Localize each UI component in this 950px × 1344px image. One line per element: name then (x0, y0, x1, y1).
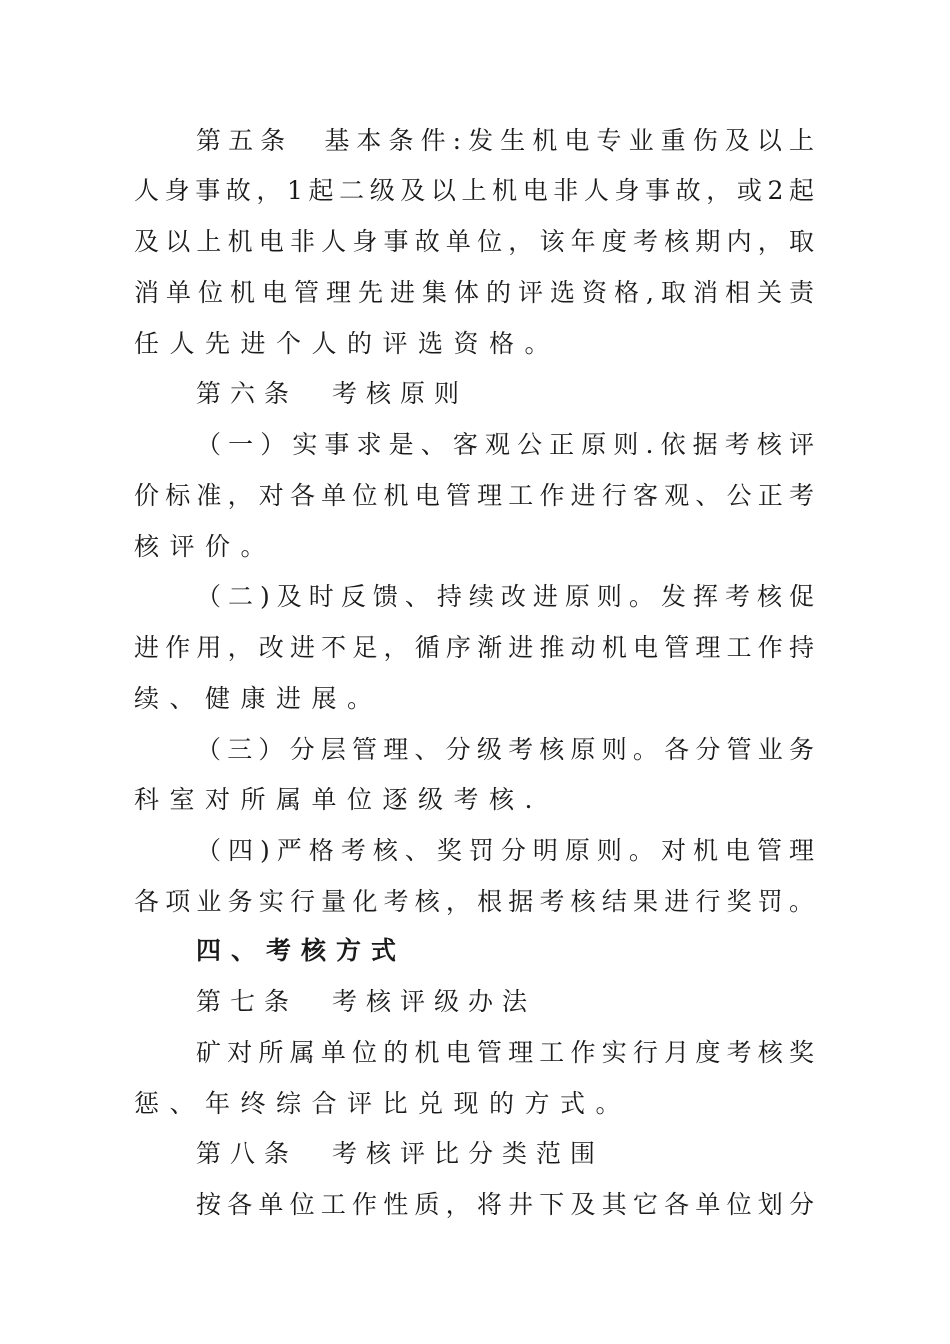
paragraph-line: 价标准，对各单位机电管理工作进行客观、公正考 (134, 481, 814, 510)
paragraph-line: 进作用，改进不足，循序渐进推动机电管理工作持 (134, 633, 814, 662)
article-heading: 第七条 考核评级办法 (196, 987, 537, 1016)
paragraph-line: 消单位机电管理先进集体的评选资格,取消相关责 (134, 278, 814, 307)
paragraph-line: （四)严格考核、奖罚分明原则。对机电管理 (196, 836, 814, 865)
paragraph-line: 惩、年终综合评比兑现的方式。 (134, 1089, 632, 1118)
section-heading: 四、考核方式 (196, 936, 407, 965)
paragraph-line: （三）分层管理、分级考核原则。各分管业务 (196, 735, 814, 764)
paragraph-line: 矿对所属单位的机电管理工作实行月度考核奖 (196, 1038, 814, 1067)
paragraph-line: 任人先进个人的评选资格。 (134, 329, 561, 358)
paragraph-line: （一）实事求是、客观公正原则.依据考核评 (196, 430, 814, 459)
paragraph-line: （二)及时反馈、持续改进原则。发挥考核促 (196, 582, 814, 611)
paragraph-line: 续、健康进展。 (134, 684, 383, 713)
paragraph-line: 各项业务实行量化考核，根据考核结果进行奖罚。 (134, 887, 814, 916)
paragraph-line: 科室对所属单位逐级考核. (134, 785, 543, 814)
paragraph-line: 第五条 基本条件:发生机电专业重伤及以上 (196, 126, 814, 155)
paragraph-line: 及以上机电非人身事故单位，该年度考核期内，取 (134, 227, 814, 256)
paragraph-line: 人身事故，1起二级及以上机电非人身事故，或2起 (134, 176, 814, 205)
paragraph-line: 按各单位工作性质，将井下及其它各单位划分 (196, 1190, 814, 1219)
article-heading: 第六条 考核原则 (196, 379, 469, 408)
article-heading: 第八条 考核评比分类范围 (196, 1139, 605, 1168)
paragraph-line: 核评价。 (134, 532, 277, 561)
